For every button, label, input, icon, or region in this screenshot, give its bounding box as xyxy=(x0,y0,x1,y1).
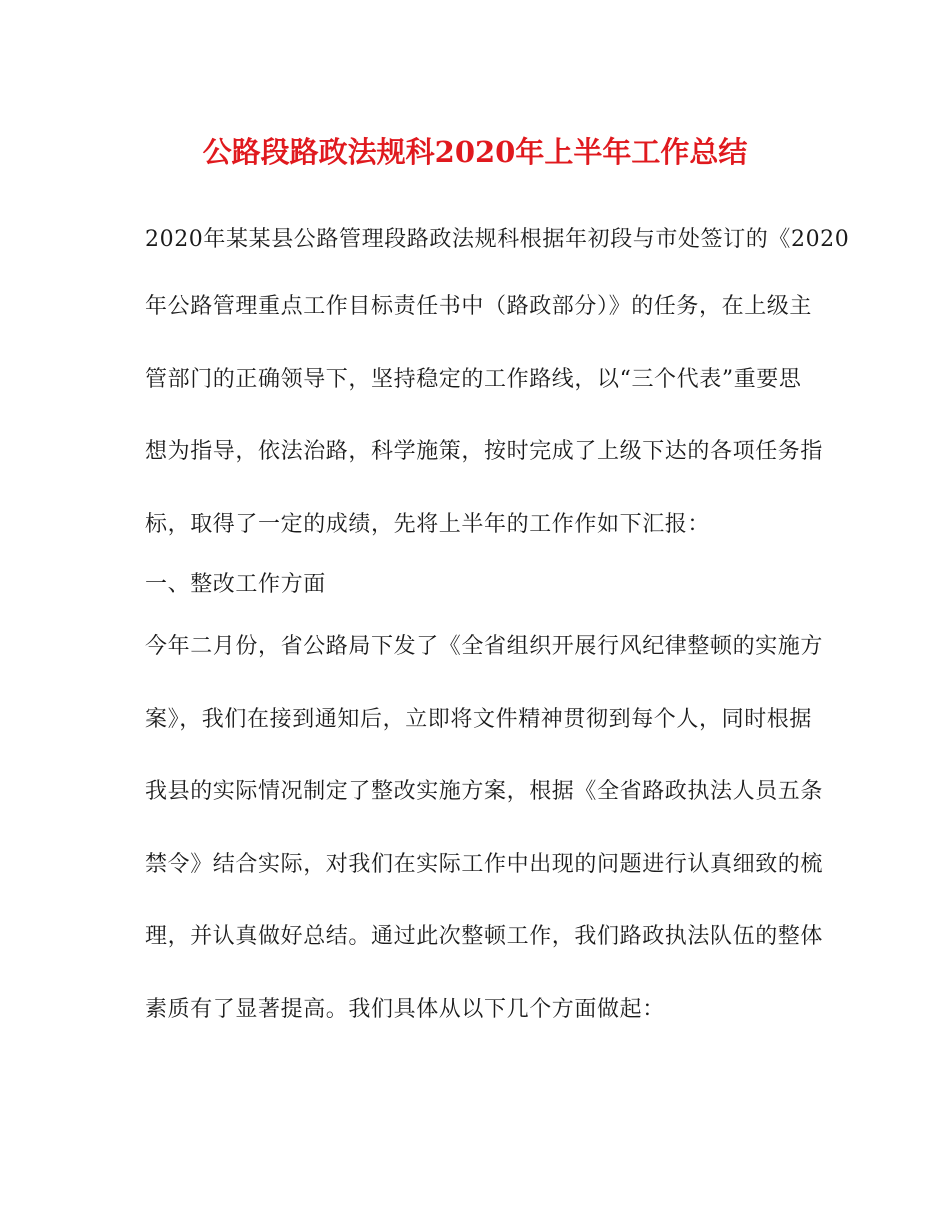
paragraph-line: 理，并认真做好总结。通过此次整顿工作，我们路政执法队伍的整体 xyxy=(145,924,824,949)
paragraph-line: 标，取得了一定的成绩，先将上半年的工作作如下汇报： xyxy=(145,512,711,537)
paragraph-line: 年公路管理重点工作目标责任书中（路政部分）》的任务，在上级主 xyxy=(145,294,813,319)
paragraph-line: 管部门的正确领导下，坚持稳定的工作路线，以“三个代表”重要思 xyxy=(145,367,802,392)
paragraph-line: 素质有了显著提高。我们具体从以下几个方面做起： xyxy=(145,997,665,1022)
paragraph-line: 2020年某某县公路管理段路政法规科根据年初段与市处签订的《2020 xyxy=(145,227,850,252)
section-heading: 一、整改工作方面 xyxy=(145,572,326,597)
paragraph-line: 想为指导，依法治路，科学施策，按时完成了上级下达的各项任务指 xyxy=(145,439,824,464)
paragraph-line: 案》，我们在接到通知后，立即将文件精神贯彻到每个人，同时根据 xyxy=(145,707,813,732)
document-title: 公路段路政法规科2020年上半年工作总结 xyxy=(202,135,748,169)
paragraph-line: 禁令》结合实际，对我们在实际工作中出现的问题进行认真细致的梳 xyxy=(145,852,824,877)
paragraph-line: 今年二月份，省公路局下发了《全省组织开展行风纪律整顿的实施方 xyxy=(145,634,824,659)
paragraph-line: 我县的实际情况制定了整改实施方案，根据《全省路政执法人员五条 xyxy=(145,779,824,804)
